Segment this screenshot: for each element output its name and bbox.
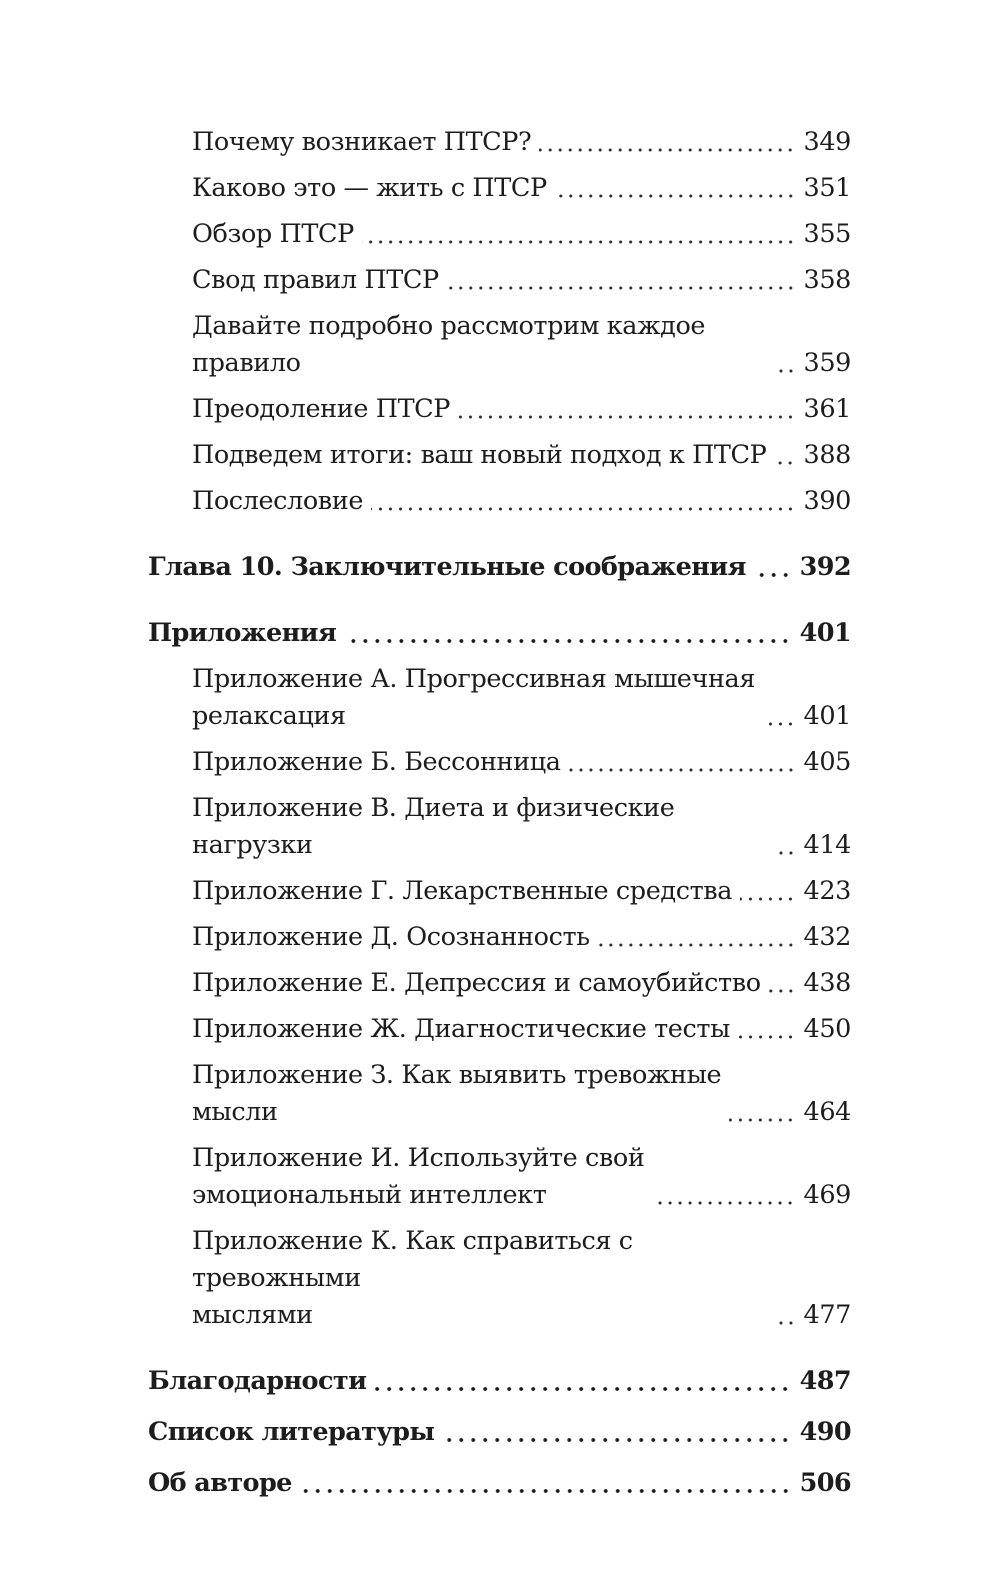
toc-entry-page: 432 [803,922,851,952]
toc-entry-title-line1: Приложение К. Как справиться с тревожными [192,1226,633,1293]
about-author-page: 506 [799,1468,851,1498]
acknowledgements-title: Благодарности [148,1366,367,1396]
toc-appendix-entry [192,919,851,956]
toc-appendix-entry [192,1223,851,1334]
toc-entry-page: 464 [803,1097,851,1127]
about-author-title: Об авторе [148,1468,292,1498]
toc-entry-title [192,1057,721,1131]
toc-entry-title: Давайте подробно рассмотрим каждое правило [192,311,706,378]
toc-entry-title-line2: релаксация [192,701,346,731]
dot-leader [776,369,796,373]
dot-leader [754,573,792,577]
toc-entry-page: 414 [803,830,851,860]
toc-entry-title [192,1140,644,1214]
toc-appendix-entry [192,661,851,735]
toc-entry-title: Приложение Е. Депрессия и самоубийство [192,968,761,998]
toc-entry [192,437,851,474]
dot-leader [652,1201,795,1205]
toc-entry-page: 438 [803,968,851,998]
toc-entry-page: 361 [803,394,851,424]
dot-leader [300,1489,792,1493]
toc-entry-title-line1: Приложение З. Как выявить тревожные [192,1060,722,1090]
toc-entry-page: 450 [803,1014,851,1044]
toc-entry-title: Каково это — жить с ПТСР [192,173,547,203]
toc-appendix-entry [192,965,851,1002]
toc-entry-title: Послесловие [192,486,364,516]
chapter-10-page: 392 [799,552,851,582]
toc-entry-title: Почему возникает ПТСР? [192,127,532,157]
toc-entry-title: Обзор ПТСР [192,219,354,249]
toc-entry-title: Приложение Д. Осознанность [192,922,590,952]
dot-leader [776,851,796,855]
appendices-page: 401 [799,618,851,648]
toc-entry-page: 358 [803,265,851,295]
toc-chapter-entry [148,1414,851,1451]
dot-leader [598,943,796,947]
toc-entry-title [192,1223,768,1334]
toc-chapter-entry [148,1465,851,1502]
toc-appendix-entry [192,790,851,864]
toc-entry-page: 477 [803,1300,851,1330]
toc-entry [192,170,851,207]
toc-entry-title: Подведем итоги: ваш новый подход к ПТСР [192,440,767,470]
dot-leader [763,722,795,726]
dot-leader [447,286,796,290]
toc-entry-title-line2: мыслями [192,1300,313,1330]
toc-entry-page: 349 [803,127,851,157]
toc-appendix-entry [192,744,851,781]
toc-entry-title: Преодоление ПТСР [192,394,451,424]
table-of-contents [148,124,851,1502]
toc-appendix-entry [192,1011,851,1048]
toc-entry-title [192,661,755,735]
dot-leader [442,1438,791,1442]
toc-chapter-entry [148,615,851,652]
dot-leader [774,461,795,465]
toc-entry [192,262,851,299]
toc-entry-title: Приложение Ж. Диагностические тесты [192,1014,730,1044]
toc-entry-title: Свод правил ПТСР [192,265,439,295]
toc-chapter-entry [148,549,851,586]
appendices-title: Приложения [148,618,337,648]
toc-entry [192,124,851,161]
toc-entry [192,483,851,520]
dot-leader [776,1321,796,1325]
toc-entry-page: 388 [803,440,851,470]
dot-leader [374,1387,791,1391]
dot-leader [569,768,796,772]
toc-entry-title: Приложение Б. Бессонница [192,747,561,777]
acknowledgements-page: 487 [799,1366,851,1396]
toc-appendix-entry [192,873,851,910]
dot-leader [344,639,791,643]
toc-entry-page: 423 [803,876,851,906]
toc-entry-page: 355 [803,219,851,249]
dot-leader [769,989,796,993]
dot-leader [738,1035,796,1039]
dot-leader [371,507,795,511]
toc-appendix-entry [192,1057,851,1131]
toc-entry-page: 351 [803,173,851,203]
toc-appendix-entry [192,1140,851,1214]
toc-entry-title: Приложение В. Диета и физические нагрузки [192,793,675,860]
chapter-10-title: Глава 10. Заключительные соображения [148,552,746,582]
toc-chapter-entry [148,1363,851,1400]
toc-entry [192,216,851,253]
dot-leader [362,240,796,244]
dot-leader [458,415,795,419]
dot-leader [555,194,796,198]
references-title: Список литературы [148,1417,435,1447]
toc-entry-page: 401 [803,701,851,731]
toc-entry-page: 405 [803,747,851,777]
toc-entry-page: 359 [803,348,851,378]
toc-entry-title-line1: Приложение А. Прогрессивная мышечная [192,664,756,694]
dot-leader [539,148,795,152]
references-page: 490 [799,1417,851,1447]
toc-entry [192,391,851,428]
toc-entry-page: 469 [803,1180,851,1210]
toc-entry-title-line2: эмоциональный интеллект [192,1180,547,1210]
dot-leader [729,1118,795,1122]
toc-entry [192,308,851,382]
dot-leader [740,897,795,901]
toc-entry-page: 390 [803,486,851,516]
toc-entry-title-line2: мысли [192,1097,278,1127]
toc-entry-title: Приложение Г. Лекарственные средства [192,876,733,906]
toc-entry-title-line1: Приложение И. Используйте свой [192,1143,645,1173]
